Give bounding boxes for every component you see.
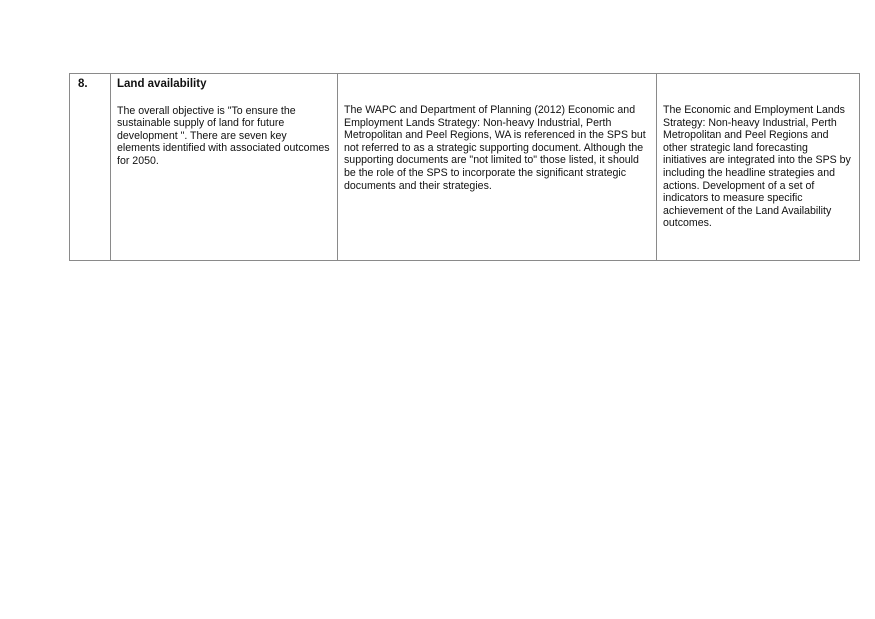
objective-cell xyxy=(111,74,338,261)
objective-text: The overall objective is "To ensure the sustainable supply of land for future development ". There are seven key elements identified with associated outcomes for 2050. xyxy=(117,104,330,167)
row-number-cell xyxy=(70,74,111,261)
recommendation-cell xyxy=(657,74,860,261)
recommendation-text: The Economic and Employment Lands Strategy: Non-heavy Industrial, Perth Metropolitan and Peel Regions and other strategic land forecasting initiatives are integrated into the SPS by including the headline strategies and actions. Development of a set of indicators to measure specific achievement of the Land Availability outcomes. xyxy=(663,104,851,230)
row-heading: Land availability xyxy=(117,78,207,90)
cell-spacer xyxy=(344,78,650,104)
reference-text: The WAPC and Department of Planning (2012) Economic and Employment Lands Strategy: Non-heavy Industrial, Perth Metropolitan and Peel Regions, WA is referenced in the SPS but not referred to as a strategic supporting document. Although the supporting documents are "not limited to" those listed, it should be the role of the SPS to incorporate the significant strategic documents and their strategies. xyxy=(344,104,646,192)
reference-cell xyxy=(338,74,657,261)
table-row xyxy=(70,74,860,261)
row-number: 8. xyxy=(78,78,88,90)
assessment-table xyxy=(69,73,860,261)
cell-spacer xyxy=(663,78,853,104)
